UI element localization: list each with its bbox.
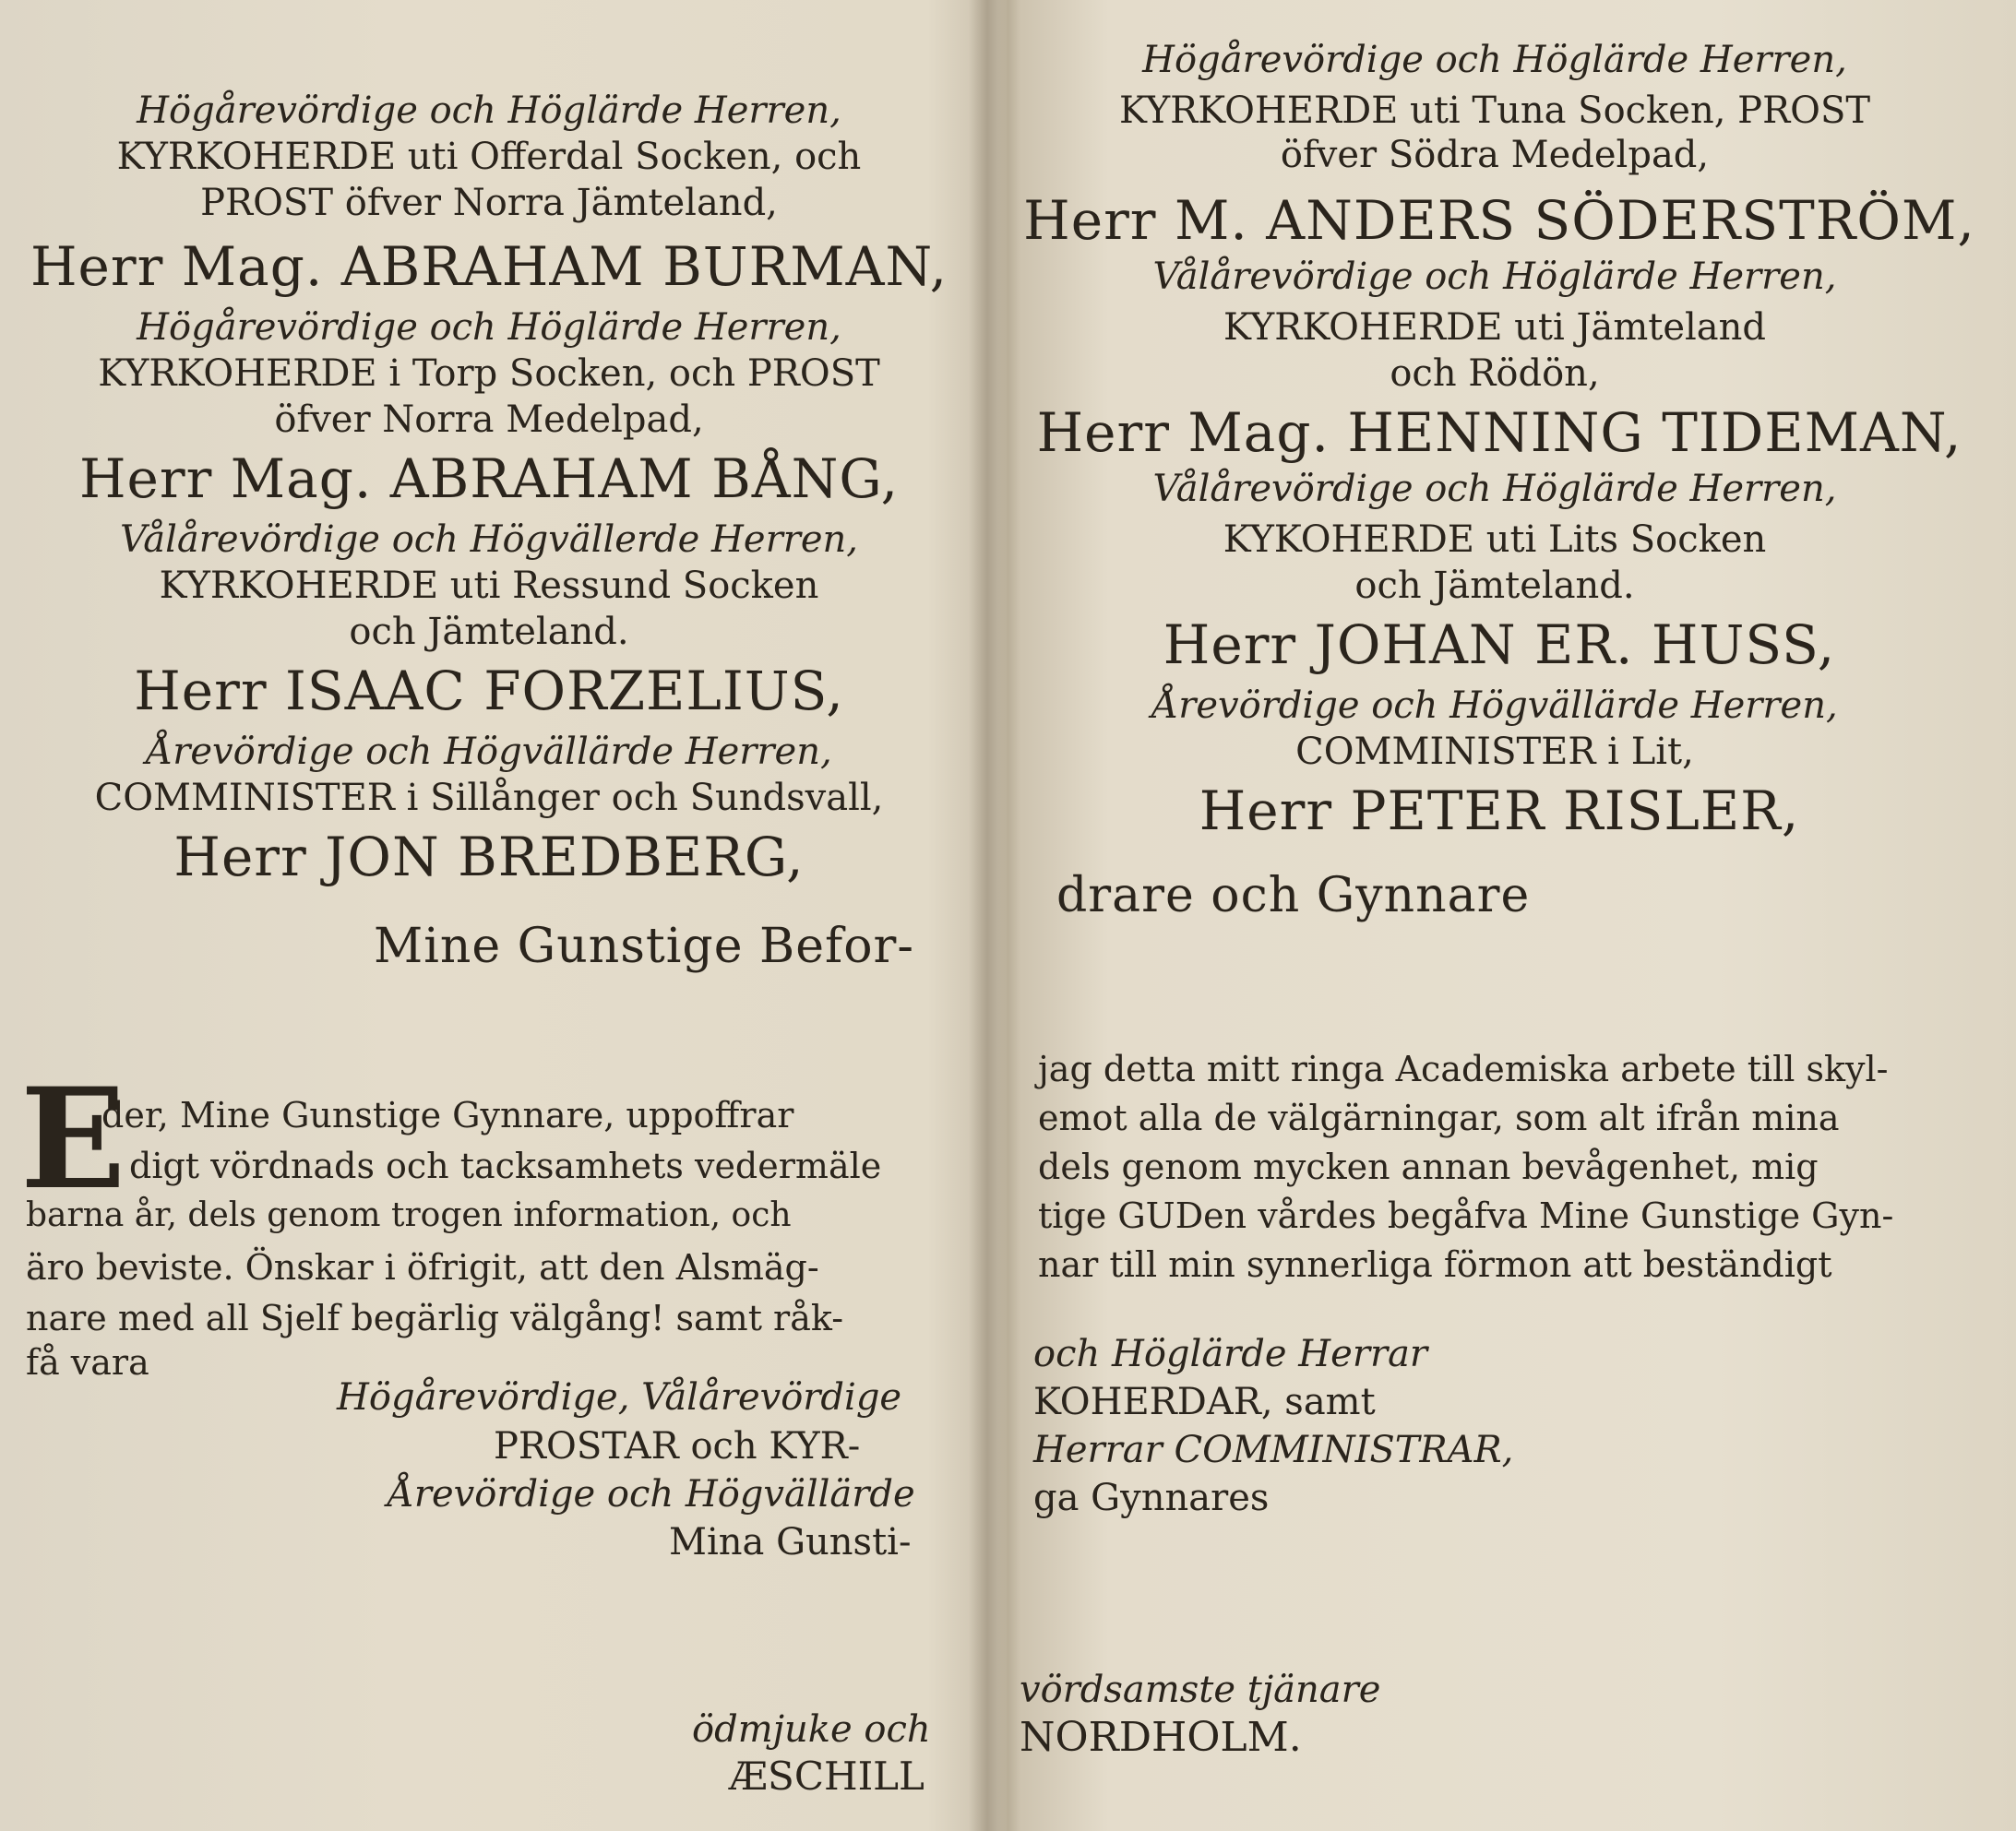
office-line: KYRKOHERDE uti Ressund Socken [159,565,819,607]
office-line: COMMINISTER i Sillånger och Sundsvall, [94,777,884,819]
recipient-name: Herr Mag. ABRAHAM BURMAN, [30,235,948,298]
right-page [996,0,2016,1831]
honorific-line: Årevördige och Högvällärde Herren, [146,731,832,773]
closing-line: PROSTAR och KYR- [494,1425,861,1468]
dedication-line: nar till min synnerliga förmon att beständigt [1038,1244,1832,1285]
office-line: KYRKOHERDE i Torp Socken, och PROST [98,352,880,395]
recipient-name: Herr PETER RISLER, [1199,779,1800,842]
honorific-line: Högårevördige och Höglärde Herren, [1142,39,1847,81]
honorific-line: Vålårevördige och Höglärde Herren, [1152,256,1837,298]
recipient-name: Herr JOHAN ER. HUSS, [1163,613,1836,676]
dedication-line: nare med all Sjelf begärlig välgång! samt råk- [26,1298,844,1338]
office-line: och Rödön, [1390,352,1600,395]
recipient-name: Herr Mag. ABRAHAM BÅNG, [78,447,900,510]
office-line: öfver Norra Medelpad, [274,398,704,441]
office-line: öfver Södra Medelpad, [1280,134,1710,176]
dedication-line: emot alla de välgärningar, som alt ifrån mina [1038,1098,1840,1138]
honorific-line: Vålårevördige och Högvällerde Herren, [120,518,858,561]
dedication-line: der, Mine Gunstige Gynnare, uppoffrar [101,1095,794,1135]
honorific-line: Vålårevördige och Höglärde Herren, [1152,468,1837,510]
honorific-line: Årevördige och Högvällärde Herren, [1151,684,1838,727]
signature-line: vördsamste tjänare [1020,1669,1381,1711]
office-line: COMMINISTER i Lit, [1295,731,1694,773]
dedication-line: dels genom mycken annan bevågenhet, mig [1038,1147,1819,1187]
dedication-line: barna år, dels genom trogen information, och [26,1196,792,1234]
office-line: PROST öfver Norra Jämteland, [200,182,778,224]
signature-name: NORDHOLM. [1020,1714,1302,1761]
dedication-line: jag detta mitt ringa Academiska arbete till skyl- [1038,1049,1889,1089]
closing-line: Mina Gunsti- [669,1521,912,1563]
dedication-line: tige GUDen vårdes begåfva Mine Gunstige Gyn- [1038,1195,1894,1236]
drop-cap: E [20,1058,126,1220]
closing-line: Högårevördige, Vålårevördige [337,1376,902,1419]
recipient-name: Herr JON BREDBERG, [173,826,805,888]
recipient-name: Herr M. ANDERS SÖDERSTRÖM, [1023,189,1975,252]
left-page [0,0,978,1831]
office-line: KYRKOHERDE uti Offerdal Socken, och [116,136,862,178]
closing-line: och Höglärde Herrar [1033,1333,1428,1375]
recipient-name: Herr Mag. HENNING TIDEMAN, [1036,401,1962,464]
office-line: och Jämteland. [349,611,629,653]
dedication-line: få vara [26,1342,149,1383]
office-line: KYRKOHERDE uti Tuna Socken, PROST [1118,89,1871,132]
closing-line: ga Gynnares [1033,1477,1270,1519]
dedication-line: digt vördnads och tacksamhets vedermäle [129,1146,882,1186]
salutation-line: drare och Gynnare [1056,868,1531,923]
closing-line: KOHERDAR, samt [1033,1381,1376,1423]
office-line: KYKOHERDE uti Lits Socken [1223,518,1767,561]
recipient-name: Herr ISAAC FORZELIUS, [134,660,844,722]
honorific-line: Högårevördige och Höglärde Herren, [137,89,841,132]
office-line: och Jämteland. [1354,565,1635,607]
honorific-line: Högårevördige och Höglärde Herren, [137,306,841,349]
signature-name: ÆSCHILL [729,1754,924,1799]
closing-line: Årevördige och Högvällärde [388,1473,915,1516]
salutation-line: Mine Gunstige Befor- [374,919,914,974]
closing-line: Herrar COMMINISTRAR, [1033,1429,1514,1471]
signature-line: ödmjuke och [692,1708,931,1751]
office-line: KYRKOHERDE uti Jämteland [1223,306,1767,349]
dedication-line: äro beviste. Önskar i öfrigit, att den Alsmäg- [26,1247,819,1288]
